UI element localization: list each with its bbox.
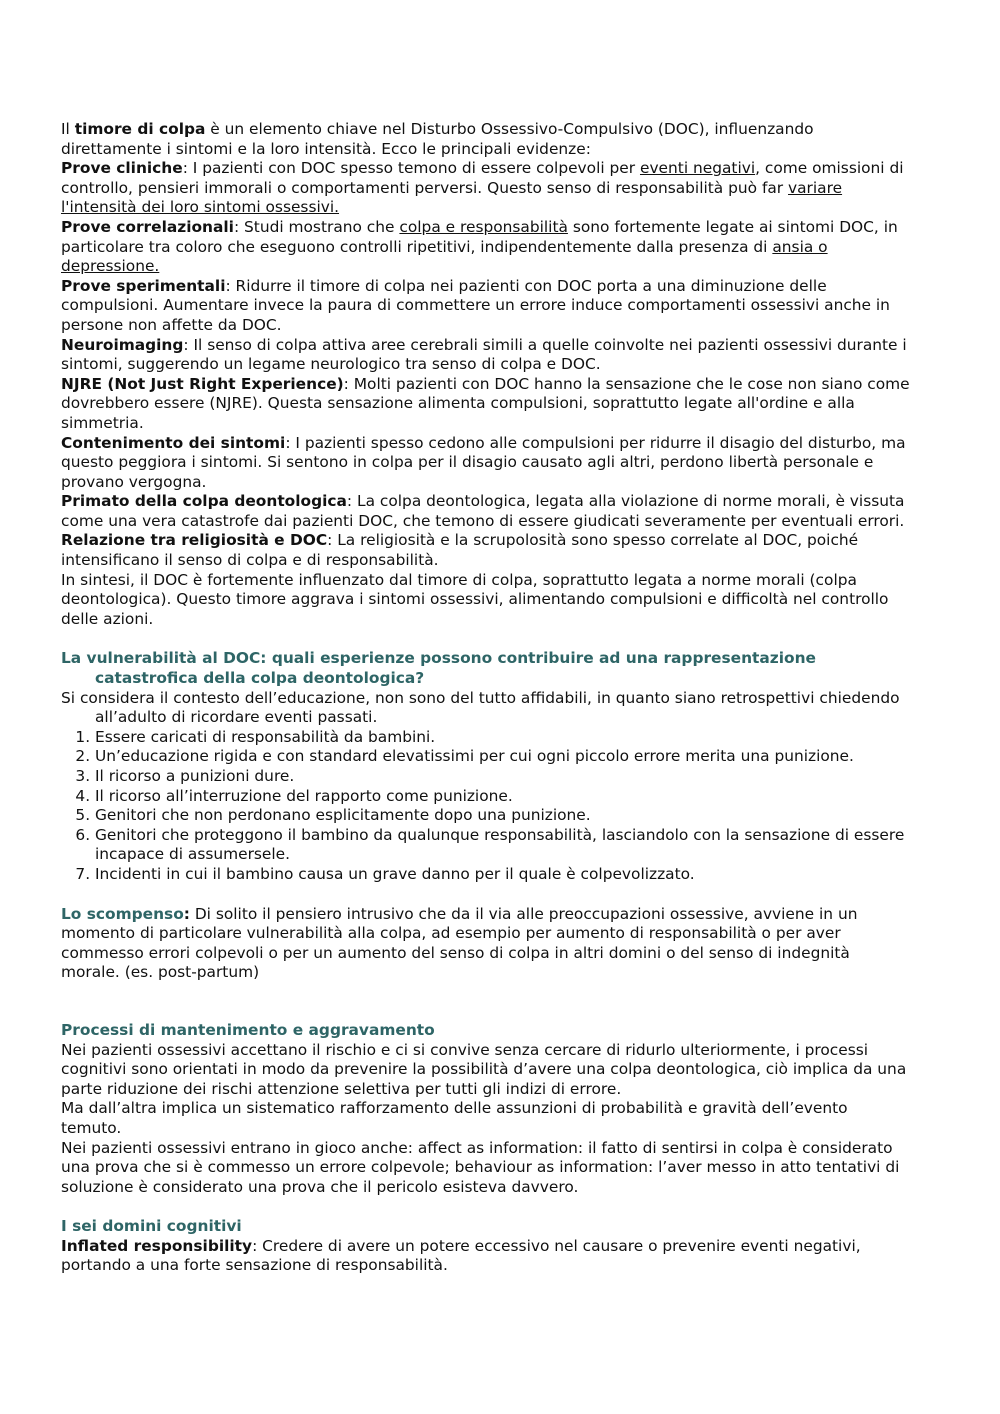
domains-heading: I sei domini cognitivi: [61, 1217, 242, 1236]
intro-paragraph: [61, 120, 911, 159]
list-item: 2. Un’educazione rigida e con standard elevatissimi per cui ogni piccolo errore merita una punizione.: [95, 747, 911, 767]
correlational-evidence-paragraph: [61, 218, 911, 277]
underlined-text: eventi negativi: [639, 159, 756, 178]
maintenance-heading: Processi di mantenimento e aggravamento: [61, 1020, 435, 1039]
spacer: [61, 885, 911, 905]
experimental-evidence-paragraph: [61, 277, 911, 336]
document-page: [61, 120, 911, 1276]
bold-term: timore di colpa: [74, 120, 206, 138]
bold-term: Prove sperimentali: [61, 276, 226, 295]
text-run: : Il senso di colpa attiva aree cerebrali simili a quelle coinvolte nei pazienti ossessivi durante i sintomi, suggerendo un legame neurologico tra senso di colpa e DOC.: [61, 335, 907, 374]
underlined-text: ansia o depressione.: [61, 237, 828, 276]
list-item: 4. Il ricorso all’interruzione del rapporto come punizione.: [95, 787, 911, 807]
list-item: 6. Genitori che proteggono il bambino da qualunque responsabilità, lasciandolo con la sensazione di essere incapace di assumersele.: [95, 826, 911, 865]
text-run: sono fortemente legate ai sintomi DOC, in particolare tra coloro che eseguono controlli ripetitivi, indipendentemente dalla presenza di: [61, 217, 898, 256]
scompenso-label: Lo scompenso: [61, 904, 184, 923]
list-item: 7. Incidenti in cui il bambino causa un grave danno per il quale è colpevolizzato.: [95, 865, 911, 885]
bold-term: Prove cliniche: [61, 159, 183, 178]
clinical-evidence-paragraph: [61, 159, 911, 218]
maintenance-paragraph: Nei pazienti ossessivi accettano il rischio e ci si convive senza cercare di ridurlo ulteriormente, i processi cognitivi sono orientati in modo da prevenire la possibilità d’avere una colpa deontologica, ciò implica da una parte riduzione dei rischi attenzione selettiva per tutti gli indizi di errore.: [61, 1040, 907, 1098]
text-run: : Ridurre il timore di colpa nei pazienti con DOC porta a una diminuzione delle compulsioni. Aumentare invece la paura di commettere un errore induce comportamenti ossessivi anche in persone non affette da DOC.: [61, 276, 890, 334]
text-run: : Studi mostrano che: [233, 217, 400, 236]
spacer: [61, 629, 911, 649]
text-run: è un elemento chiave nel Disturbo Ossessivo-Compulsivo (DOC), influenzando direttamente i sintomi e la loro intensità. Ecco le principali evidenze:: [61, 120, 814, 158]
bold-term: Neuroimaging: [61, 335, 184, 354]
summary-paragraph: In sintesi, il DOC è fortemente influenzato dal timore di colpa, soprattutto legata a norme morali (colpa deontologica). Questo timore aggrava i sintomi ossessivi, alimentando compulsioni e difficoltà nel controllo delle azioni.: [61, 570, 889, 628]
text-run: : I pazienti spesso cedono alle compulsioni per ridurre il disagio del disturbo, ma questo peggiora i sintomi. Si sentono in colpa per il disagio causato agli altri, perdono libertà personale e provano vergogna.: [61, 433, 906, 491]
vulnerability-heading: La vulnerabilità al DOC: quali esperienze possono contribuire ad una rappresentazione catastrofica della colpa deontologica?: [61, 649, 816, 688]
text-run: : Credere di avere un potere eccessivo nel causare o prevenire eventi negativi, portando a una forte sensazione di responsabilità.: [61, 1236, 861, 1275]
text-run: Il: [61, 120, 75, 138]
text-run: : Molti pazienti con DOC hanno la sensazione che le cose non siano come dovrebbero essere (NJRE). Questa sensazione alimenta compulsioni, soprattutto legate all'ordine e alla simmetria.: [61, 374, 910, 432]
maintenance-paragraph: Nei pazienti ossessivi entrano in gioco anche: affect as information: il fatto di sentirsi in colpa è considerato una prova che si è commesso un errore colpevole; behaviour as information: l’aver messo in atto tentativi di soluzione è considerato una prova che il pericolo esisteva davvero.: [61, 1138, 900, 1196]
vulnerability-list: [61, 728, 911, 885]
text-run: Di solito il pensiero intrusivo che da il via alle preoccupazioni ossessive, avviene in un momento di particolare vulnerabilità alla colpa, ad esempio per aumento di responsabilità o per aver commesso errori colpevoli o per un aumento del senso di colpa in altri domini o del senso di indegnità morale. (es. post-partum): [61, 904, 858, 982]
bold-colon: :: [183, 904, 190, 923]
religiosity-paragraph: [61, 531, 911, 570]
spacer: [61, 983, 911, 1021]
njre-paragraph: [61, 375, 911, 434]
symptom-containment-paragraph: [61, 434, 911, 493]
inflated-responsibility-paragraph: [61, 1237, 911, 1276]
bold-term: NJRE (Not Just Right Experience): [61, 374, 344, 393]
bold-term: Inflated responsibility: [61, 1236, 253, 1255]
spacer: [61, 1197, 911, 1217]
neuroimaging-paragraph: [61, 336, 911, 375]
list-item: 1. Essere caricati di responsabilità da bambini.: [95, 728, 911, 748]
underlined-text: colpa e responsabilità: [399, 217, 568, 236]
maintenance-paragraph: Ma dall’altra implica un sistematico rafforzamento delle assunzioni di probabilità e gravità dell’evento temuto.: [61, 1099, 848, 1137]
list-item: 3. Il ricorso a punizioni dure.: [95, 767, 911, 787]
text-run: , come omissioni di controllo, pensieri immorali o comportamenti perversi. Questo senso di responsabilità può far: [61, 159, 904, 197]
bold-term: Prove correlazionali: [61, 217, 234, 236]
text-run: : La religiosità e la scrupolosità sono spesso correlate al DOC, poiché intensificano il senso di colpa e di responsabilità.: [61, 531, 859, 570]
bold-term: Relazione tra religiosità e DOC: [61, 531, 328, 550]
underlined-text: variare l'intensità dei loro sintomi ossessivi.: [61, 178, 843, 217]
text-run: : I pazienti con DOC spesso temono di essere colpevoli per: [182, 159, 640, 178]
deontological-guilt-paragraph: [61, 492, 911, 531]
vulnerability-intro: Si considera il contesto dell’educazione, non sono del tutto affidabili, in quanto siano retrospettivi chiedendo all’adulto di ricordare eventi passati.: [61, 688, 900, 727]
scompenso-paragraph: [61, 905, 911, 983]
bold-term: Primato della colpa deontologica: [61, 492, 347, 511]
bold-term: Contenimento dei sintomi: [61, 433, 286, 452]
list-item: 5. Genitori che non perdonano esplicitamente dopo una punizione.: [95, 806, 911, 826]
text-run: : La colpa deontologica, legata alla violazione di norme morali, è vissuta come una vera catastrofe dai pazienti DOC, che temono di essere giudicati severamente per eventuali errori.: [61, 492, 905, 530]
